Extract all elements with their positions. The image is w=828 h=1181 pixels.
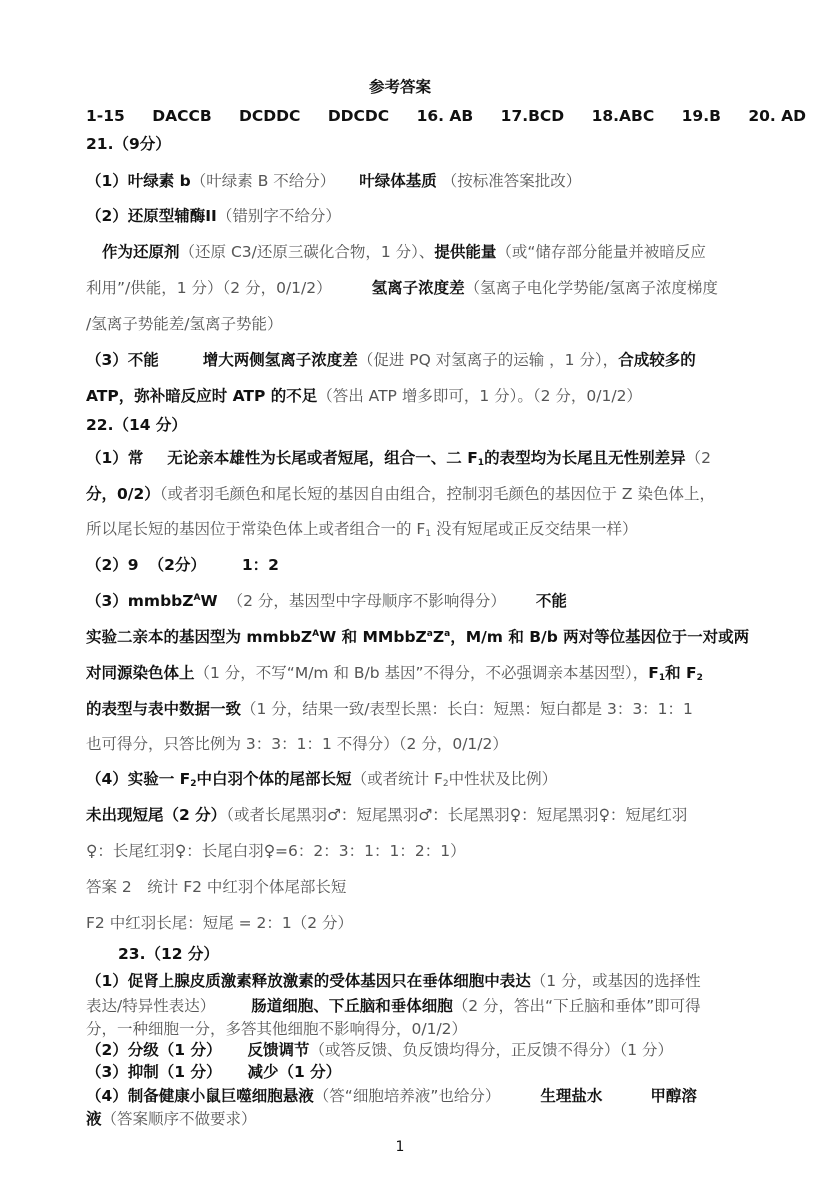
answer: Z (432, 628, 445, 646)
q22-line8 (86, 698, 693, 720)
note: （2 分，基因型中字母顺序不影响得分） (227, 592, 506, 610)
q22-line4 (86, 554, 279, 576)
note: 没有短尾或正反交结果一样） (431, 520, 638, 538)
answer: 的表型均为长尾且无性别差异 (484, 449, 686, 467)
note: （或者羽毛颜色和尾长短的基因自由组合，控制羽毛颜色的基因位于 Z 染色体上， (159, 485, 715, 503)
answer: 不能 (535, 592, 567, 610)
mc-answers (86, 105, 828, 127)
note: 中性状及比例） (448, 770, 558, 788)
q22-line9: 也可得分，只答比例为 3：3：1：1 不得分）（2 分，0/1/2） (86, 735, 508, 753)
answer: ，M/m 和 B/b 两对等位基因位于一对或两 (450, 628, 750, 646)
answer: （1）叶绿素 b (86, 172, 191, 190)
subscript: 1 (658, 673, 666, 683)
answer: 实验二亲本的基因型为 mmbbZ (86, 628, 313, 646)
q23-line2 (86, 995, 701, 1017)
note: （答案顺序不做要求） (101, 1110, 257, 1128)
answer: 合成较多的 (618, 351, 696, 369)
note: （错别字不给分） (216, 207, 341, 225)
q22-line3 (86, 518, 638, 540)
q21-line2 (86, 205, 341, 227)
answer: 中白羽个体的尾部长短 (196, 770, 352, 788)
note: 利用”/供能，1 分）（2 分，0/1/2） (86, 279, 332, 297)
answer: 氢离子浓度差 (371, 279, 465, 297)
mc-answer: 18.ABC (591, 107, 655, 125)
note: （或者长尾黑羽♂：短尾黑羽♂：长尾黑羽♀：短尾黑羽♀：短尾红羽 (226, 806, 688, 824)
answer: 增大两侧氢离子浓度差 (202, 351, 358, 369)
mc-group: DACCB (152, 107, 212, 125)
answer: （4）制备健康小鼠巨噬细胞悬液 (86, 1087, 314, 1105)
note: 所以尾长短的基因位于常染色体上或者组合一的 F (86, 520, 426, 538)
q22-line7 (86, 662, 703, 684)
note: （氢离子电化学势能/氢离子浓度梯度 (464, 279, 718, 297)
answer: 无论亲本雄性为长尾或者短尾，组合一、二 F (167, 449, 478, 467)
q21-line5: /氢离子势能差/氢离子势能） (86, 315, 283, 333)
answer: W (200, 592, 218, 610)
note: （2 (685, 449, 711, 467)
answer: 生理盐水 (540, 1087, 603, 1105)
mc-answer: 20. AD (748, 107, 807, 125)
answer: 叶绿体基质 (359, 172, 437, 190)
q23-line1 (86, 970, 701, 992)
answer: W 和 MMbbZ (319, 628, 427, 646)
q22-line14: F2 中红羽长尾：短尾 = 2：1（2 分） (86, 914, 354, 932)
q23-line7 (86, 1108, 257, 1130)
answer: （1）促肾上腺皮质激素释放激素的受体基因只在垂体细胞中表达 (86, 972, 531, 990)
answer: 的表型与表中数据一致 (86, 700, 242, 718)
note: （答出 ATP 增多即可，1 分）。（2 分，0/1/2） (317, 387, 642, 405)
note: （促进 PQ 对氢离子的运输 ，1 分）， (357, 351, 619, 369)
q22-line6 (86, 626, 749, 648)
answer: （3）抑制（1 分） (86, 1063, 222, 1081)
q21-line6 (86, 349, 696, 371)
q23-line6 (86, 1085, 697, 1107)
answer: （2）还原型辅酶II (86, 207, 217, 225)
q22-line5 (86, 590, 567, 612)
mc-answer: 19.B (681, 107, 721, 125)
q22-line12: ♀：长尾红羽♀：长尾白羽♀=6：2：3：1：1：2：1） (86, 842, 466, 860)
superscript: A (193, 593, 201, 603)
answer: F (648, 664, 659, 682)
subscript: 2 (696, 673, 703, 683)
q21-line4 (86, 277, 718, 299)
q21-line3 (102, 241, 706, 263)
note: 表达/特异性表达） (86, 997, 216, 1015)
answer: 肠道细胞、下丘脑和垂体细胞 (251, 997, 453, 1015)
superscript: a (444, 629, 451, 639)
answer: 提供能量 (434, 243, 497, 261)
q23-line5 (86, 1061, 341, 1083)
q21-line7 (86, 385, 642, 407)
q23-heading: 23.（12 分） (118, 945, 219, 963)
answer: 液 (86, 1110, 102, 1128)
answer: （3）mmbbZ (86, 592, 194, 610)
answer: 反馈调节 (247, 1041, 310, 1059)
answer: 甲醇溶 (650, 1087, 697, 1105)
subscript: 2 (442, 779, 449, 789)
answer: 未出现短尾（2 分） (86, 806, 227, 824)
mc-group: DDCDC (327, 107, 390, 125)
note: （1 分，结果一致/表型长黑：长白：短黑：短白都是 3：3：1：1 (241, 700, 693, 718)
answer: 和 F (665, 664, 697, 682)
answer: （3）不能 (86, 351, 159, 369)
answer: （1）常 (86, 449, 144, 467)
note: （或者统计 F (351, 770, 443, 788)
q23-line4 (86, 1039, 673, 1061)
score: （2分） (148, 556, 206, 574)
q22-line11 (86, 804, 687, 826)
page-title: 参考答案 (368, 78, 431, 96)
mc-answer: 17.BCD (500, 107, 565, 125)
answer: 对同源染色体上 (86, 664, 195, 682)
answer: 作为还原剂 (102, 243, 180, 261)
note: （答“细胞培养液”也给分） (313, 1087, 501, 1105)
q22-line1 (86, 447, 711, 469)
subscript: 2 (190, 779, 197, 789)
answer: 减少（1 分） (247, 1063, 342, 1081)
q23-line3: 分，一种细胞一分，多答其他细胞不影响得分，0/1/2） (86, 1020, 468, 1038)
mc-group: DCDDC (239, 107, 301, 125)
note: （或“储存部分能量并被暗反应 (496, 243, 706, 261)
mc-range: 1-15 (86, 107, 125, 125)
q22-line2 (86, 483, 715, 505)
page-number: 1 (395, 1139, 405, 1155)
answer: （2）9 (86, 556, 139, 574)
answer: （2）分级（1 分） (86, 1041, 222, 1059)
mc-answer: 16. AB (416, 107, 474, 125)
note: （2 分，答出“下丘脑和垂体”即可得 (452, 997, 701, 1015)
q22-line13: 答案 2 统计 F2 中红羽个体尾部长短 (86, 878, 347, 896)
superscript: a (426, 629, 433, 639)
superscript: A (312, 629, 320, 639)
q21-heading: 21.（9分） (86, 135, 171, 153)
q22-line10 (86, 768, 557, 790)
answer: （4）实验一 F (86, 770, 191, 788)
answer: 分，0/2） (86, 485, 160, 503)
note: （还原 C3/还原三碳化合物，1 分）、 (179, 243, 435, 261)
q21-line1 (86, 170, 581, 192)
note: （按标准答案批改） (441, 172, 582, 190)
q22-heading: 22.（14 分） (86, 416, 187, 434)
answer: 1：2 (241, 556, 279, 574)
note: （1 分，不写“M/m 和 B/b 基因”不得分，不必强调亲本基因型）， (194, 664, 649, 682)
subscript: 1 (425, 529, 432, 539)
answer: ATP，弥补暗反应时 ATP 的不足 (86, 387, 318, 405)
note: （或答反馈、负反馈均得分，正反馈不得分）（1 分） (309, 1041, 674, 1059)
subscript: 1 (477, 458, 485, 468)
note: （叶绿素 B 不给分） (190, 172, 336, 190)
note: （1 分，或基因的选择性 (530, 972, 701, 990)
